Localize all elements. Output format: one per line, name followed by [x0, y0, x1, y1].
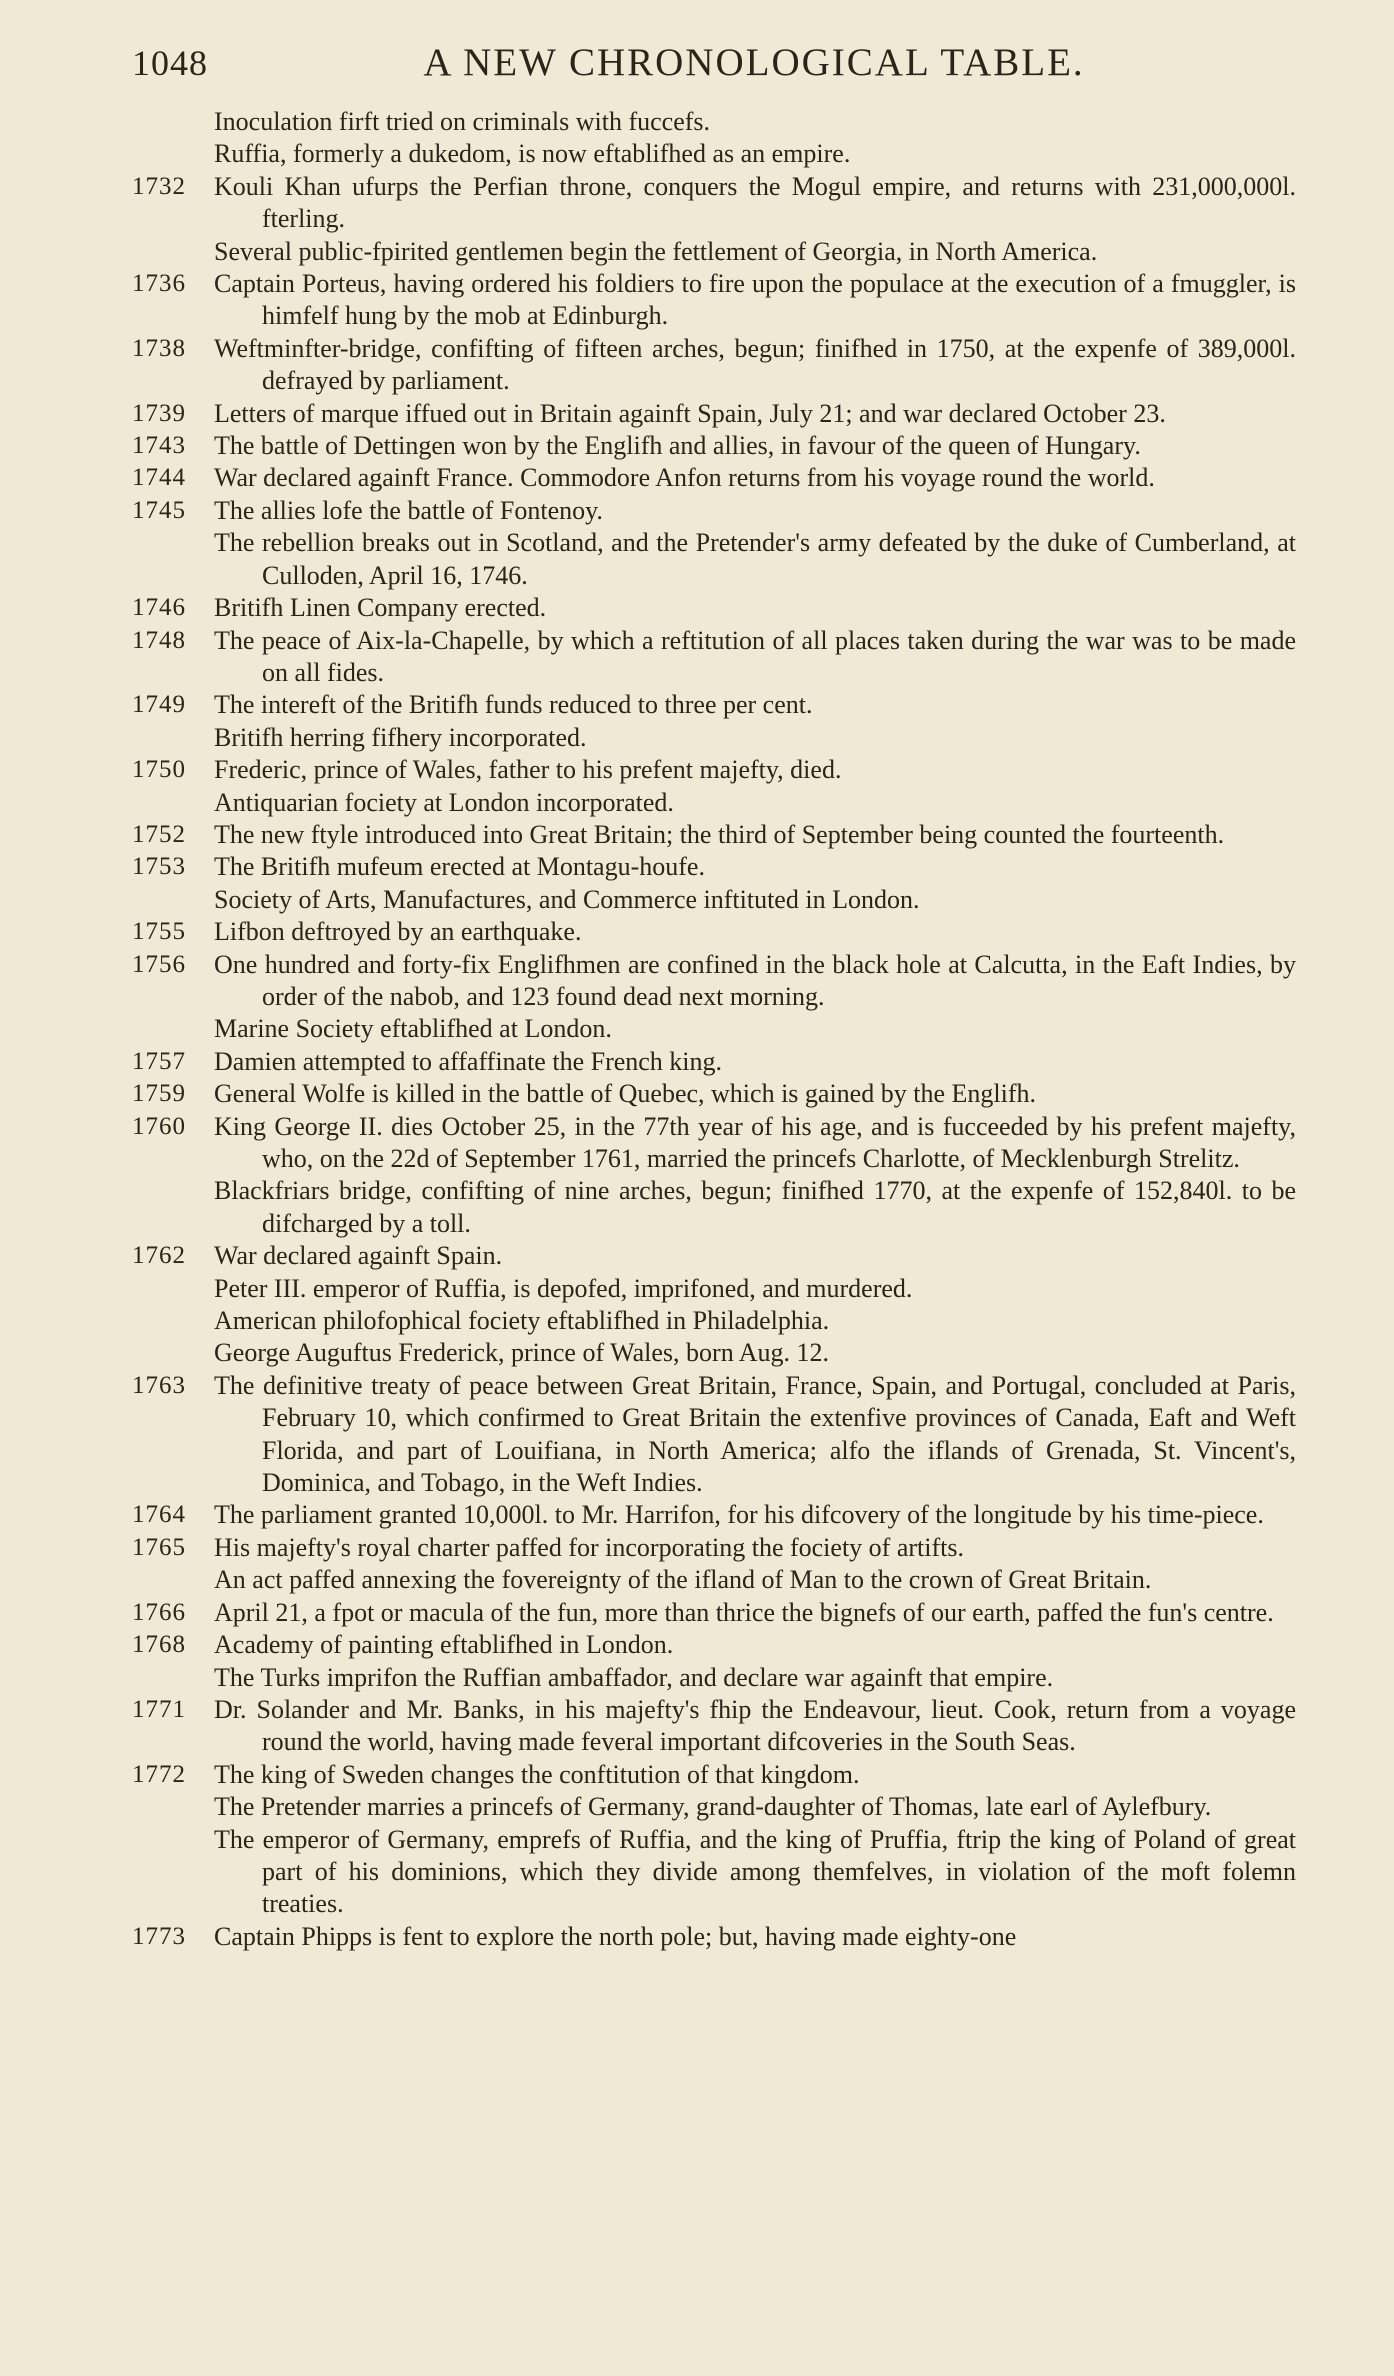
entry-year: 1744 — [132, 464, 186, 492]
chronology-entry — [132, 884, 1296, 916]
chronology-entry — [132, 333, 1296, 398]
chronology-entry — [132, 1564, 1296, 1596]
chronology-entry — [132, 236, 1296, 268]
entry-text: The emperor of Germany, emprefs of Ruffia, and the king of Pruffia, ftrip the king of Poland of great part of his dominions, which they divide among themfelves, in violation of the moft folemn treaties. — [214, 1824, 1296, 1919]
entry-text: Ruffia, formerly a dukedom, is now eftablifhed as an empire. — [214, 139, 851, 169]
entry-text: Kouli Khan ufurps the Perfian throne, conquers the Mogul empire, and returns with 231,000,000l. fterling. — [214, 171, 1296, 234]
chronology-entry — [132, 1824, 1296, 1921]
chronology-entry — [132, 787, 1296, 819]
entry-text: King George II. dies October 25, in the 77th year of his age, and is fucceeded by his prefent majefty, who, on the 22d of September 1761, married the princefs Charlotte, of Mecklenburgh Strelitz. — [214, 1111, 1296, 1173]
chronology-entry — [132, 1759, 1296, 1791]
chronology-entry — [132, 819, 1296, 851]
entry-text: Marine Society eftablifhed at London. — [214, 1014, 612, 1044]
chronology-entry — [132, 754, 1296, 786]
entry-text: Damien attempted to affaffinate the French king. — [214, 1046, 723, 1076]
chronology-entry — [132, 1013, 1296, 1045]
entry-text: Peter III. emperor of Ruffia, is depofed, imprifoned, and murdered. — [214, 1273, 913, 1303]
chronology-entry — [132, 1240, 1296, 1272]
chronology-entry — [132, 1078, 1296, 1110]
page-header — [132, 40, 1296, 98]
chronology-entry — [132, 1273, 1296, 1305]
entry-text: Weftminfter-bridge, confifting of fifteen arches, begun; finifhed in 1750, at the expenfe of 389,000l. defrayed by parliament. — [214, 333, 1296, 396]
entry-year: 1756 — [132, 950, 186, 978]
chronology-entries — [132, 106, 1296, 1953]
entry-text: Britifh Linen Company erected. — [214, 593, 547, 623]
entry-text: The battle of Dettingen won by the Englifh and allies, in favour of the queen of Hungary. — [214, 431, 1141, 461]
chronology-entry — [132, 430, 1296, 462]
entry-year: 1763 — [132, 1371, 186, 1399]
chronology-entry — [132, 1662, 1296, 1694]
entry-text: Lifbon deftroyed by an earthquake. — [214, 917, 582, 947]
chronology-entry — [132, 527, 1296, 592]
entry-text: The Pretender marries a princefs of Germany, grand-daughter of Thomas, late earl of Aylefbury. — [214, 1792, 1212, 1822]
entry-text: Captain Porteus, having ordered his foldiers to fire upon the populace at the execution of a fmuggler, is himfelf hung by the mob at Edinburgh. — [214, 269, 1296, 331]
entry-text: American philofophical fociety eftablifhed in Philadelphia. — [214, 1306, 830, 1336]
chronology-entry — [132, 462, 1296, 494]
entry-text: Society of Arts, Manufactures, and Commerce inftituted in London. — [214, 884, 920, 914]
entry-text: The Turks imprifon the Ruffian ambaffador, and declare war againft that empire. — [214, 1662, 1054, 1692]
entry-text: The Britifh mufeum erected at Montagu-houfe. — [214, 852, 705, 882]
entry-year: 1760 — [132, 1112, 186, 1140]
chronology-entry — [132, 1499, 1296, 1531]
chronology-entry — [132, 1046, 1296, 1078]
chronology-entry — [132, 625, 1296, 690]
entry-year: 1738 — [132, 334, 186, 362]
chronology-entry — [132, 1532, 1296, 1564]
chronology-entry — [132, 171, 1296, 236]
entry-year: 1772 — [132, 1760, 186, 1788]
entry-year: 1768 — [132, 1631, 186, 1659]
entry-year: 1739 — [132, 399, 186, 427]
entry-year: 1736 — [132, 270, 186, 298]
chronology-entry — [132, 1921, 1296, 1953]
entry-year: 1766 — [132, 1598, 186, 1626]
entry-text: The parliament granted 10,000l. to Mr. Harrifon, for his difcovery of the longitude by his time-piece. — [214, 1500, 1264, 1530]
chronology-entry — [132, 1111, 1296, 1176]
chronology-entry — [132, 1305, 1296, 1337]
entry-text: The peace of Aix-la-Chapelle, by which a reftitution of all places taken during the war was to be made on all fides. — [214, 625, 1296, 687]
chronology-entry — [132, 398, 1296, 430]
chronology-entry — [132, 1791, 1296, 1823]
chronology-entry — [132, 495, 1296, 527]
entry-text: The rebellion breaks out in Scotland, and the Pretender's army defeated by the duke of Cumberland, at Culloden, April 16, 1746. — [214, 528, 1296, 590]
entry-text: The king of Sweden changes the conftitution of that kingdom. — [214, 1759, 860, 1789]
entry-year: 1773 — [132, 1922, 186, 1950]
entry-year: 1765 — [132, 1533, 186, 1561]
entry-text: Frederic, prince of Wales, father to his prefent majefty, died. — [214, 755, 842, 785]
chronology-entry — [132, 1337, 1296, 1369]
entry-year: 1753 — [132, 853, 186, 881]
chronology-entry — [132, 592, 1296, 624]
entry-text: Academy of painting eftablifhed in London. — [214, 1630, 674, 1660]
entry-text: The allies lofe the battle of Fontenoy. — [214, 495, 603, 525]
entry-year: 1755 — [132, 918, 186, 946]
chronology-entry — [132, 1597, 1296, 1629]
entry-text: Antiquarian fociety at London incorporated. — [214, 787, 674, 817]
entry-text: Several public-fpirited gentlemen begin the fettlement of Georgia, in North America. — [214, 236, 1098, 266]
entry-year: 1757 — [132, 1047, 186, 1075]
entry-text: Letters of marque iffued out in Britain againft Spain, July 21; and war declared October 23. — [214, 398, 1166, 428]
entry-text: The new ftyle introduced into Great Britain; the third of September being counted the fourteenth. — [214, 819, 1225, 849]
entry-year: 1746 — [132, 594, 186, 622]
chronology-entry — [132, 949, 1296, 1014]
entry-year: 1759 — [132, 1080, 186, 1108]
chronology-entry — [132, 689, 1296, 721]
entry-year: 1745 — [132, 496, 186, 524]
entry-text: General Wolfe is killed in the battle of Quebec, which is gained by the Englifh. — [214, 1079, 1036, 1109]
entry-text: Dr. Solander and Mr. Banks, in his majefty's fhip the Endeavour, lieut. Cook, return from a voyage round the world, having made feveral important difcoveries in the South Seas. — [214, 1694, 1296, 1757]
chronology-entry — [132, 851, 1296, 883]
chronology-entry — [132, 1694, 1296, 1759]
entry-year: 1743 — [132, 432, 186, 460]
entry-text: April 21, a fpot or macula of the fun, more than thrice the bignefs of our earth, paffed the fun's centre. — [214, 1597, 1274, 1627]
entry-text: The intereft of the Britifh funds reduced to three per cent. — [214, 690, 813, 720]
chronology-entry — [132, 106, 1296, 138]
entry-year: 1752 — [132, 820, 186, 848]
chronology-entry — [132, 722, 1296, 754]
chronology-entry — [132, 916, 1296, 948]
entry-text: Blackfriars bridge, confifting of nine arches, begun; finifhed 1770, at the expenfe of 152,840l. to be difcharged by a toll. — [214, 1176, 1296, 1238]
running-title: A NEW CHRONOLOGICAL TABLE. — [423, 41, 1085, 84]
entry-year: 1749 — [132, 691, 186, 719]
entry-year: 1748 — [132, 626, 186, 654]
entry-text: War declared againft Spain. — [214, 1241, 503, 1271]
entry-text: Inoculation firft tried on criminals with fuccefs. — [214, 107, 711, 136]
entry-text: George Auguftus Frederick, prince of Wales, born Aug. 12. — [214, 1338, 830, 1368]
page-number: 1048 — [132, 43, 208, 83]
entry-text: An act paffed annexing the fovereignty of the ifland of Man to the crown of Great Britain. — [214, 1565, 1152, 1595]
chronology-entry — [132, 1175, 1296, 1240]
chronology-entry — [132, 138, 1296, 170]
chronology-entry — [132, 268, 1296, 333]
entry-year: 1771 — [132, 1695, 186, 1723]
entry-year: 1764 — [132, 1501, 186, 1529]
entry-year: 1750 — [132, 756, 186, 784]
entry-text: The definitive treaty of peace between Great Britain, France, Spain, and Portugal, concluded at Paris, February 10, which confirmed to Great Britain the extenfive provinces of Canada, Eaft and Weft Florida, and part of Louifiana, in North America; alfo the iflands of Grenada, St. Vincent's, Dominica, and Tobago, in the Weft Indies. — [214, 1370, 1296, 1498]
entry-text: One hundred and forty-fix Englifhmen are confined in the black hole at Calcutta, in the Eaft Indies, by order of the nabob, and 123 found dead next morning. — [214, 949, 1296, 1011]
entry-text: Captain Phipps is fent to explore the north pole; but, having made eighty-one — [214, 1921, 1017, 1951]
entry-text: Britifh herring fifhery incorporated. — [214, 722, 587, 752]
chronology-entry — [132, 1370, 1296, 1500]
entry-year: 1762 — [132, 1242, 186, 1270]
entry-year: 1732 — [132, 172, 186, 200]
chronology-entry — [132, 1629, 1296, 1661]
entry-text: His majefty's royal charter paffed for incorporating the fociety of artifts. — [214, 1532, 964, 1562]
entry-text: War declared againft France. Commodore Anfon returns from his voyage round the world. — [214, 463, 1155, 493]
